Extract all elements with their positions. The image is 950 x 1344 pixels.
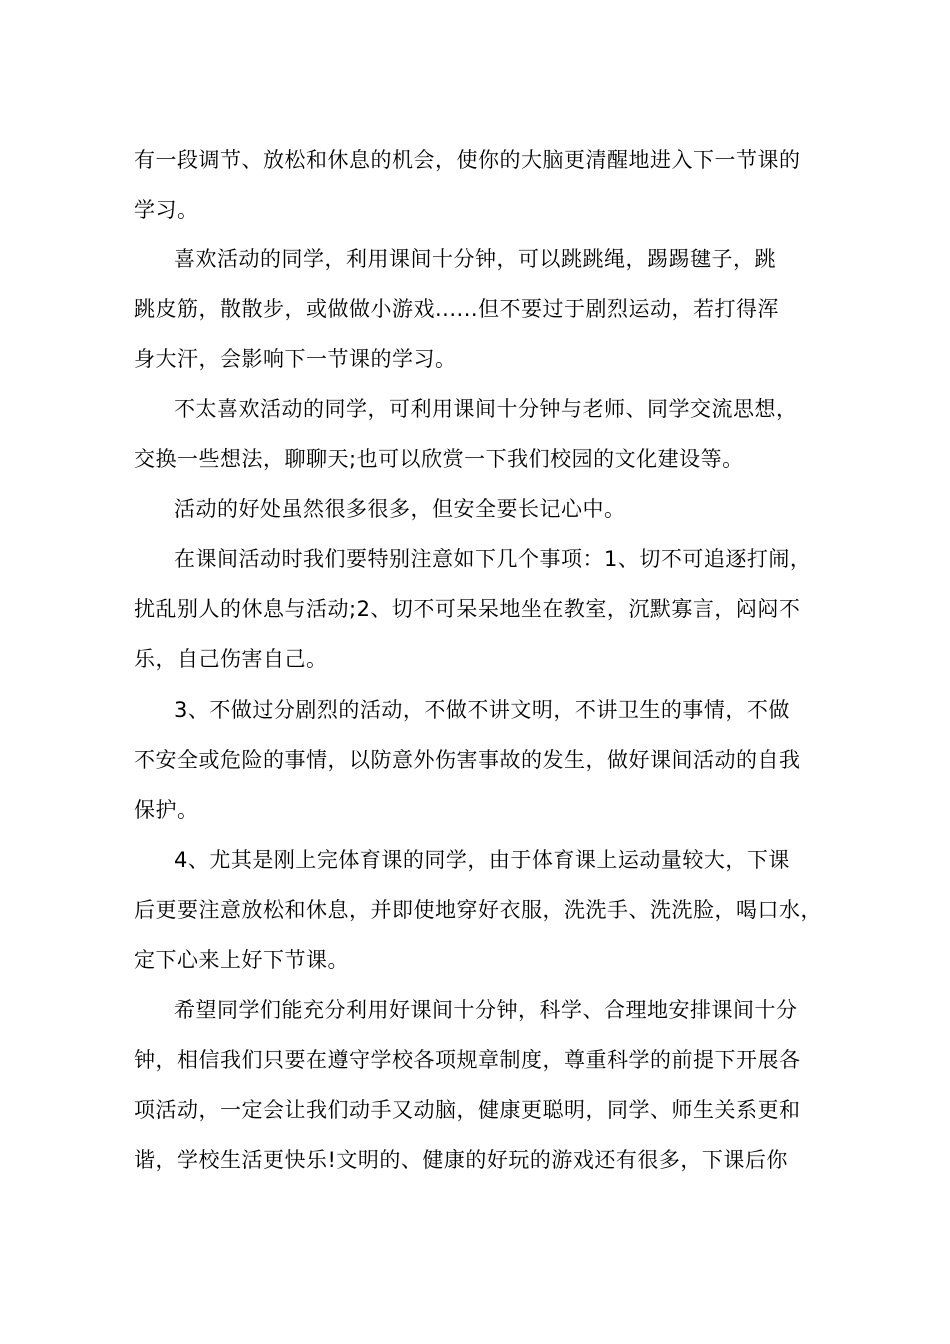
- paragraph-5: [134, 534, 834, 684]
- text-line: 不太喜欢活动的同学，可利用课间十分钟与老师、同学交流思想，: [174, 397, 798, 421]
- text-line: 有一段调节、放松和休息的机会，使你的大脑更清醒地进入下一节课的: [134, 148, 801, 172]
- paragraph-4: [134, 484, 834, 534]
- text-line: 4、尤其是刚上完体育课的同学，由于体育课上运动量较大，下课: [174, 848, 790, 872]
- text-line: 希望同学们能充分利用好课间十分钟，科学、合理地安排课间十分: [174, 998, 798, 1022]
- paragraph-1: [134, 135, 834, 235]
- text-line: 身大汗，会影响下一节课的学习。: [134, 347, 457, 371]
- text-line: 活动的好处虽然很多很多，但安全要长记心中。: [174, 497, 626, 521]
- text-line: 乐，自己伤害自己。: [134, 647, 328, 671]
- text-line: 定下心来上好下节课。: [134, 948, 349, 972]
- text-line: 学习。: [134, 198, 199, 222]
- text-line: 在课间活动时我们要特别注意如下几个事项：1、切不可追逐打闹，: [174, 547, 812, 571]
- text-line: 跳皮筋，散散步，或做做小游戏......但不要过于剧烈运动，若打得浑: [134, 297, 780, 321]
- text-line: 钟，相信我们只要在遵守学校各项规章制度，尊重科学的前提下开展各: [134, 1048, 801, 1072]
- paragraph-3: [134, 384, 834, 484]
- text-line: 项活动，一定会让我们动手又动脑，健康更聪明，同学、师生关系更和: [134, 1098, 801, 1122]
- paragraph-6: [134, 685, 834, 835]
- text-line: 保护。: [134, 798, 199, 822]
- text-line: 谐，学校生活更快乐!文明的、健康的好玩的游戏还有很多，下课后你: [134, 1148, 788, 1172]
- paragraph-2: [134, 234, 834, 384]
- text-line: 喜欢活动的同学，利用课间十分钟，可以跳跳绳，踢踢毽子，跳: [174, 247, 776, 271]
- text-line: 交换一些想法，聊聊天;也可以欣赏一下我们校园的文化建设等。: [134, 447, 744, 471]
- text-line: 不安全或危险的事情，以防意外伤害事故的发生，做好课间活动的自我: [134, 748, 801, 772]
- text-line: 扰乱别人的休息与活动;2、切不可呆呆地坐在教室，沉默寡言，闷闷不: [134, 597, 801, 621]
- text-line: 后更要注意放松和休息，并即使地穿好衣服，洗洗手、洗洗脸，喝口水，: [134, 898, 822, 922]
- paragraph-8: [134, 985, 834, 1185]
- text-line: 3、不做过分剧烈的活动，不做不讲文明，不讲卫生的事情，不做: [174, 698, 790, 722]
- paragraph-7: [134, 835, 834, 985]
